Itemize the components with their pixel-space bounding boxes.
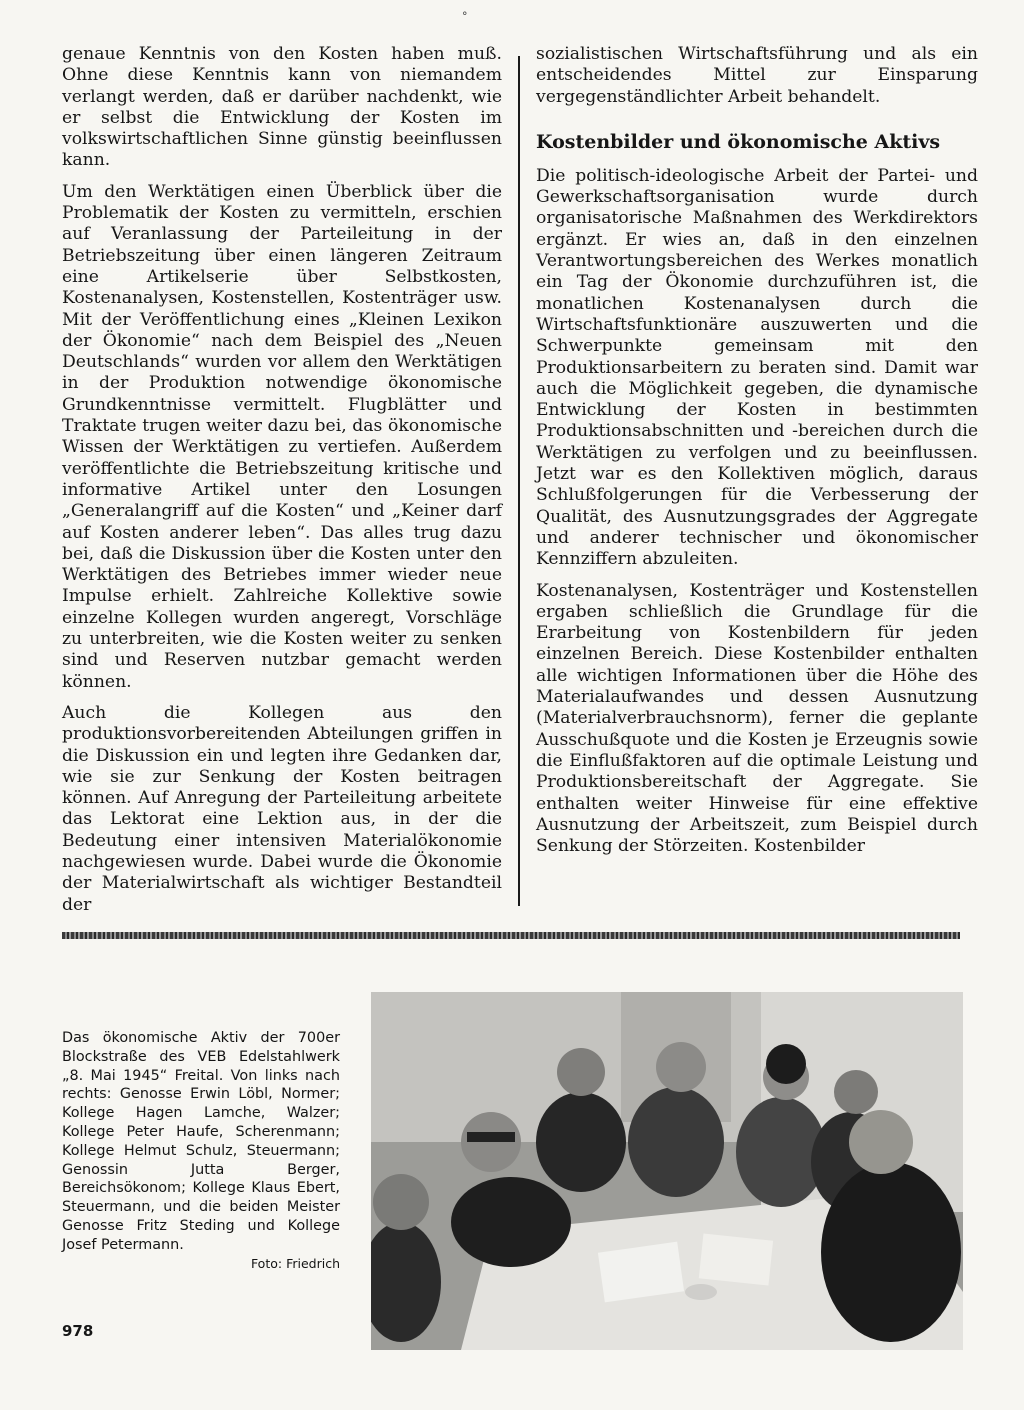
left-paragraph-1: genaue Kenntnis von den Kosten haben muß. Ohne diese Kenntnis kann von niemandem verlangt werden, daß er darüber nachdenkt, wie er selbst die Entwicklung der Kosten im volkswirtschaftlichen Sinne günstig beeinflussen kann. bbox=[62, 44, 502, 171]
left-paragraph-3: Auch die Kollegen aus den produktionsvorbereitenden Abteilungen griffen in die Diskussion ein und legten ihre Gedanken dar, wie sie zur Senkung der Kosten beitragen können. Auf Anregung der Parteileitung arbeitete das Lektorat eine Lektion aus, in der die Bedeutung einer intensiven Materialökonomie nachgewiesen wurde. Dabei wurde die Ökonomie der Materialwirtschaft als wichtiger Bestandteil der bbox=[62, 702, 502, 915]
scan-mark: ° bbox=[462, 10, 468, 23]
right-paragraph-2: Kostenanalysen, Kostenträger und Kostenstellen ergaben schließlich die Grundlage für die Erarbeitung von Kostenbildern für jeden einzelnen Bereich. Diese Kostenbilder enthalten alle wichtigen Informationen über die Höhe des Materialaufwandes und dessen Ausnutzung (Materialverbrauchsnorm), ferner die geplante Ausschußquote und die Kosten je Erzeugnis sowie die Einflußfaktoren auf die optimale Leistung und Produktionsbereitschaft der Aggregate. Sie enthalten weiter Hinweise für eine effektive Ausnutzung der Arbeitszeit, zum Beispiel durch Senkung der Störzeiten. Kostenbilder bbox=[536, 580, 978, 857]
page-number: 978 bbox=[62, 1322, 94, 1340]
right-column bbox=[536, 44, 978, 867]
photo-credit: Foto: Friedrich bbox=[250, 1255, 340, 1271]
section-heading: Kostenbilder und ökonomische Aktivs bbox=[536, 130, 941, 153]
right-paragraph-1: Die politisch-ideologische Arbeit der Partei- und Gewerkschaftsorganisation wurde durch organisatorische Maßnahmen des Werkdirektors ergänzt. Er wies an, daß in den einzelnen Verantwortungsbereichen des Werkes monatlich ein Tag der Ökonomie durchzuführen ist, die monatlichen Kostenanalysen durch die Wirtschaftsfunktionäre auszuwerten und die Schwerpunkte gemeinsam mit den Produktionsarbeitern zu beraten sind. Damit war auch die Möglichkeit gegeben, die dynamische Entwicklung der Kosten in bestimmten Produktionsabschnitten und -bereichen durch die Werktätigen zu verfolgen und zu beeinflussen. Jetzt war es den Kollektiven möglich, daraus Schlußfolgerungen für die Verbesserung der Qualität, des Ausnutzungsgrades der Aggregate und anderer technischer und ökonomischer Kennziffern abzuleiten. bbox=[536, 165, 978, 570]
left-paragraph-2: Um den Werktätigen einen Überblick über die Problematik der Kosten zu vermitteln, erschien auf Veranlassung der Parteileitung in der Betriebszeitung über einen längeren Zeitraum eine Artikelserie über Selbstkosten, Kostenanalysen, Kostenstellen, Kostenträger usw. Mit der Veröffentlichung eines „Kleinen Lexikon der Ökonomie“ nach dem Beispiel des „Neuen Deutschlands“ wurden vor allem den Werktätigen in der Produktion notwendige ökonomische Grundkenntnisse vermittelt. Flugblätter und Traktate trugen weiter dazu bei, das ökonomische Wissen der Werktätigen zu vertiefen. Außerdem veröffentlichte die Betriebszeitung kritische und informative Artikel unter den Losungen „Generalangriff auf die Kosten“ und „Keiner darf auf Kosten anderer leben“. Das alles trug dazu bei, daß die Diskussion über die Kosten unter den Werktätigen des Betriebes immer wieder neue Impulse erhielt. Zahlreiche Kollektive sowie einzelne Kollegen wurden angeregt, Vorschläge zu unterbreiten, wie die Kosten weiter zu senken sind und Reserven nutzbar gemacht werden können. bbox=[62, 181, 502, 692]
photo-caption bbox=[62, 1029, 340, 1273]
right-intro-paragraph: sozialistischen Wirtschaftsführung und als ein entscheidendes Mittel zur Einsparung vergegenständlichter Arbeit behandelt. bbox=[536, 44, 978, 107]
caption-text: Das ökonomische Aktiv der 700er Blockstraße des VEB Edelstahlwerk „8. Mai 1945“ Freital. Von links nach rechts: Genosse Erwin Löbl, Normer; Kollege Hagen Lamche, Walzer; Kollege Peter Haufe, Scherenmann; Kollege Helmut Schulz, Steuermann; Genossin Jutta Berger, Bereichsökonom; Kollege Klaus Ebert, Steuermann, und die beiden Meister Genosse Fritz Steding und Kollege Josef Petermann. bbox=[62, 1030, 340, 1253]
left-column bbox=[62, 44, 502, 926]
group-photo-illustration bbox=[371, 992, 963, 1350]
group-photo bbox=[371, 992, 963, 1350]
section-divider bbox=[62, 932, 960, 939]
column-divider bbox=[518, 56, 520, 906]
